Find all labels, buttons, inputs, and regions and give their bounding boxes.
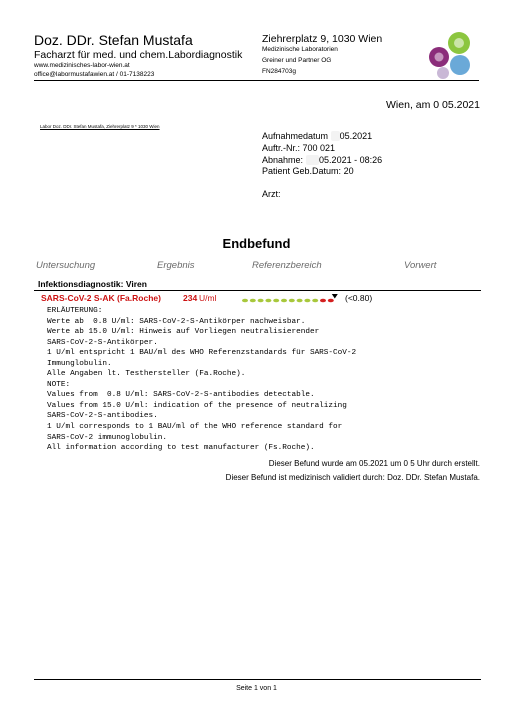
info-row-doctor: [262, 189, 281, 199]
scale-dot-normal: [242, 299, 248, 303]
report-date: Wien, am 0 05.2021: [386, 99, 480, 111]
info-value: xxx: [305, 155, 320, 165]
scale-dot-normal: [297, 299, 303, 303]
comment-line: Values from 15.0 U/ml: indication of the presence of neutralizing: [47, 401, 347, 410]
scale-marker-icon: [332, 294, 338, 299]
creation-note: Dieser Befund wurde am 05.2021 um 0 5 Uhr durch erstellt.: [268, 459, 480, 468]
info-row-birthdate: [262, 166, 354, 176]
info-row-sampling: [262, 155, 382, 165]
doctor-name: Doz. DDr. Stefan Mustafa: [34, 32, 193, 48]
result-comment: [47, 306, 356, 454]
lab-logo-icon: [426, 31, 476, 81]
comment-line: All information according to test manufacturer (Fs.Roche).: [47, 444, 315, 453]
comment-line: ERLÄUTERUNG:: [47, 307, 103, 315]
scale-dot-normal: [281, 299, 287, 303]
scale-dot-normal: [258, 299, 264, 303]
comment-line: Values from 0.8 U/ml: SARS-CoV-2-S-antibodies detectable.: [47, 391, 315, 400]
info-value: 700 021: [302, 143, 336, 153]
email-phone[interactable]: office@labormustafawien.at / 01-7138223: [34, 71, 155, 78]
section-heading: Infektionsdiagnostik: Viren: [38, 279, 147, 289]
scale-dot-high: [320, 299, 326, 303]
info-value: 05.2021: [339, 131, 373, 141]
scale-dot-normal: [304, 299, 310, 303]
column-header-investigation: Untersuchung: [36, 260, 96, 271]
info-row-order: [262, 143, 335, 153]
scale-dot-normal: [273, 299, 279, 303]
info-label: Auftr.-Nr.:: [262, 143, 301, 153]
header-divider: [34, 80, 479, 81]
reference-range: (<0.80): [345, 293, 373, 303]
column-header-reference: Referenzbereich: [252, 260, 322, 271]
column-header-result: Ergebnis: [157, 260, 195, 271]
reference-scale: [242, 294, 342, 304]
comment-line: Alle Angaben lt. Testhersteller (Fa.Roche).: [47, 370, 246, 379]
validation-note: Dieser Befund ist medizinisch validiert durch: Doz. DDr. Stefan Mustafa.: [225, 473, 480, 482]
comment-line: Immunglobulin.: [47, 359, 112, 368]
info-value: xx: [330, 131, 340, 141]
comment-line: 1 U/ml corresponds to 1 BAU/ml of the WHO reference standard for: [47, 423, 343, 432]
comment-line: 1 U/ml entspricht 1 BAU/ml des WHO Referenzstandards für SARS-CoV-2: [47, 349, 357, 358]
lab-line-3: FN284703g: [262, 68, 296, 75]
result-test-name: SARS-CoV-2 S-AK (Fa.Roche): [41, 293, 161, 303]
info-label: Abnahme:: [262, 155, 304, 165]
page-number: Seite 1 von 1: [236, 685, 277, 692]
comment-line: Werte ab 15.0 U/ml: Hinweis auf Vorliegen neutralisierender: [47, 328, 320, 337]
report-title: Endbefund: [222, 236, 291, 251]
result-value: 234: [183, 293, 198, 303]
section-divider: [34, 290, 481, 291]
footer-divider: [34, 679, 481, 680]
comment-line: SARS-CoV-2 immunoglobulin.: [47, 433, 167, 442]
scale-dot-normal: [289, 299, 295, 303]
scale-dot-normal: [250, 299, 256, 303]
website-link[interactable]: www.medizinisches-labor-wien.at: [34, 62, 130, 69]
info-label: Patient Geb.Datum:: [262, 166, 342, 176]
comment-line: SARS-CoV-2-S-Antikörper.: [47, 338, 158, 347]
result-unit: U/ml: [199, 293, 217, 303]
info-label: Arzt:: [262, 189, 281, 199]
info-row-admission: [262, 131, 372, 141]
info-value: 05.2021 - 08:26: [319, 155, 383, 165]
scale-dot-normal: [312, 299, 318, 303]
comment-line: NOTE:: [47, 380, 71, 389]
sender-line: Labor Doz. DDr. Stefan Mustafa, Ziehrerplatz 9 * 1030 Wien: [40, 124, 160, 129]
scale-dot-normal: [265, 299, 271, 303]
scale-dot-high: [328, 299, 334, 303]
lab-address: Ziehrerplatz 9, 1030 Wien: [262, 33, 383, 45]
doctor-specialty: Facharzt für med. und chem.Labordiagnostik: [34, 49, 243, 61]
info-value: 20: [343, 166, 354, 176]
info-label: Aufnahmedatum: [262, 131, 329, 141]
comment-line: Werte ab 0.8 U/ml: SARS-CoV-2-S-Antikörper nachweisbar.: [47, 317, 306, 326]
lab-line-2: Greiner und Partner OG: [262, 57, 332, 64]
lab-line-1: Medizinische Laboratorien: [262, 46, 338, 53]
comment-line: SARS-CoV-2-S-antibodies.: [47, 412, 158, 421]
column-header-previous: Vorwert: [404, 260, 437, 271]
